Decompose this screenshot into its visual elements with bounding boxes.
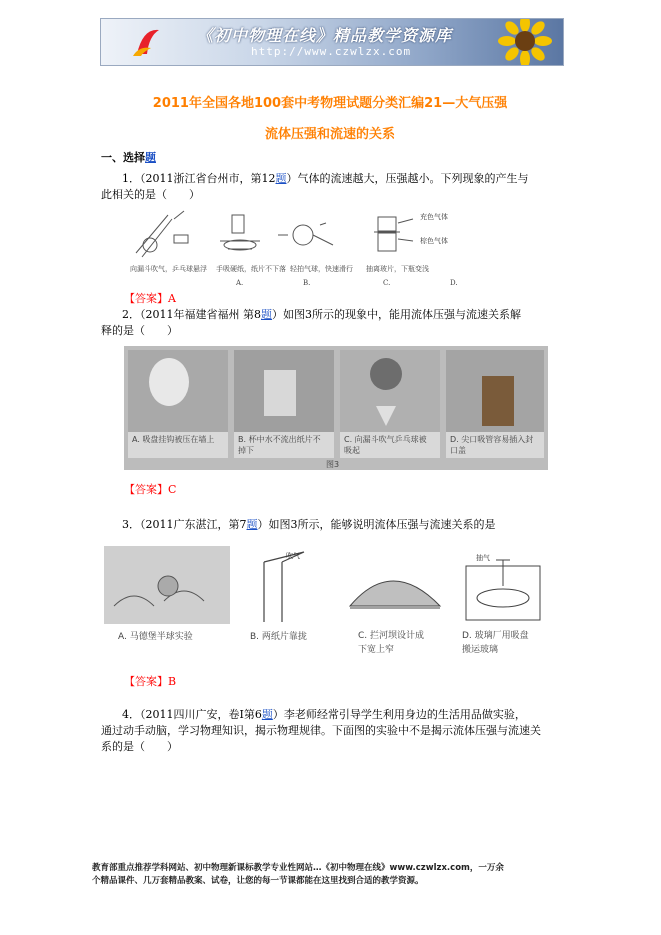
- q2-figure-label: 图3: [326, 460, 340, 469]
- q1-option-caption: 向漏斗吹气，乒乓球悬浮: [130, 265, 207, 273]
- question-4-line3: 系的是（ ）: [101, 740, 178, 753]
- site-banner: [100, 18, 564, 66]
- question-3-line1: 3．（2011广东湛江，第7题）如图3所示，能够说明流体压强与流速关系的是: [122, 518, 496, 531]
- question-3-figure: [104, 546, 554, 628]
- q3-option-caption: A. 马德堡半球实验: [118, 632, 193, 642]
- question-4-link[interactable]: 题: [261, 708, 273, 721]
- banner-url[interactable]: http://www.czwlzx.com: [251, 45, 412, 58]
- fig3-label-blow: 吹气: [286, 552, 300, 560]
- q1-option-letter: B.: [303, 279, 311, 287]
- footer-line1: 教育部重点推荐学科网站、初中物理新课标教学专业性网站…《初中物理在线》www.czwlzx.com，一万余: [92, 863, 504, 873]
- q3-option-caption: C. 拦河坝设计成下宽上窄: [358, 631, 425, 655]
- footer-line2: 个精品课件、几万套精品教案、试卷，让您的每一节课都能在这里找到合适的教学资源。: [92, 876, 424, 886]
- question-2-link[interactable]: 题: [261, 308, 272, 321]
- q1-option-letter: D.: [450, 279, 458, 287]
- page-title-line1: 2011年全国各地100套中考物理试题分类汇编21—大气压强: [152, 96, 508, 111]
- question-1-line2: 此相关的是（ ）: [101, 188, 200, 201]
- site-logo-icon: [129, 24, 165, 60]
- answer-1: 【答案】A: [124, 292, 176, 305]
- q2-option-caption: C. 向漏斗吹气乒乓球被吸起: [344, 435, 427, 455]
- q2-option-caption: B. 杯中水不流出纸片不掉下: [238, 435, 321, 455]
- q1-option-letter: A.: [236, 279, 244, 287]
- question-3-link[interactable]: 题: [246, 518, 258, 531]
- q2-option-caption: A. 吸盘挂钩被压在墙上: [132, 435, 215, 444]
- section-label: 一、选择题: [101, 151, 156, 164]
- answer-3: 【答案】B: [124, 675, 177, 688]
- answer-2: 【答案】C: [124, 483, 177, 496]
- question-1-link[interactable]: 题: [275, 172, 287, 185]
- question-4-line2: 通过动手动脑，学习物理知识，揭示物理规律。下面图的实验中不是揭示流体压强与流速关: [101, 724, 541, 737]
- fig1-label-bottom: 棕色气体: [420, 237, 448, 245]
- page-title-line2: 流体压强和流速的关系: [264, 127, 395, 142]
- fig1-label-top: 充色气体: [420, 213, 448, 221]
- banner-title: 《初中物理在线》精品教学资源库: [197, 26, 453, 45]
- question-2-figure: [124, 346, 548, 470]
- q1-option-caption: 手吸硬纸，纸片不下落: [216, 265, 286, 273]
- q1-option-caption: 抽离玻片，下瓶变浅: [366, 265, 429, 273]
- question-1-figure: [128, 205, 468, 295]
- section-link[interactable]: 题: [145, 151, 156, 164]
- page-footer: [92, 862, 580, 888]
- fig3-label-suck: 抽气: [476, 554, 490, 562]
- q3-option-caption: D. 玻璃厂用吸盘搬运玻璃: [462, 631, 529, 655]
- question-2-line2: 释的是（ ）: [101, 324, 178, 337]
- q1-option-letter: C.: [383, 279, 391, 287]
- q3-option-caption: B. 两纸片靠拢: [250, 632, 307, 642]
- q1-option-caption: 轻拍气球，快速滑行: [290, 265, 353, 273]
- sunflower-icon: [497, 18, 553, 66]
- question-1-line1: 1．（2011浙江省台州市，第12题）气体的流速越大，压强越小。下列现象的产生与: [122, 172, 529, 185]
- question-4-line1: 4．（2011四川广安，卷I第6题）李老师经常引导学生利用身边的生活用品做实验，: [122, 708, 526, 721]
- q2-option-caption: D. 尖口吸管容易插入封口盖: [450, 435, 534, 455]
- question-2-line1: 2．（2011年福建省福州 第8题）如图3所示的现象中，能用流体压强与流速关系解: [122, 308, 521, 321]
